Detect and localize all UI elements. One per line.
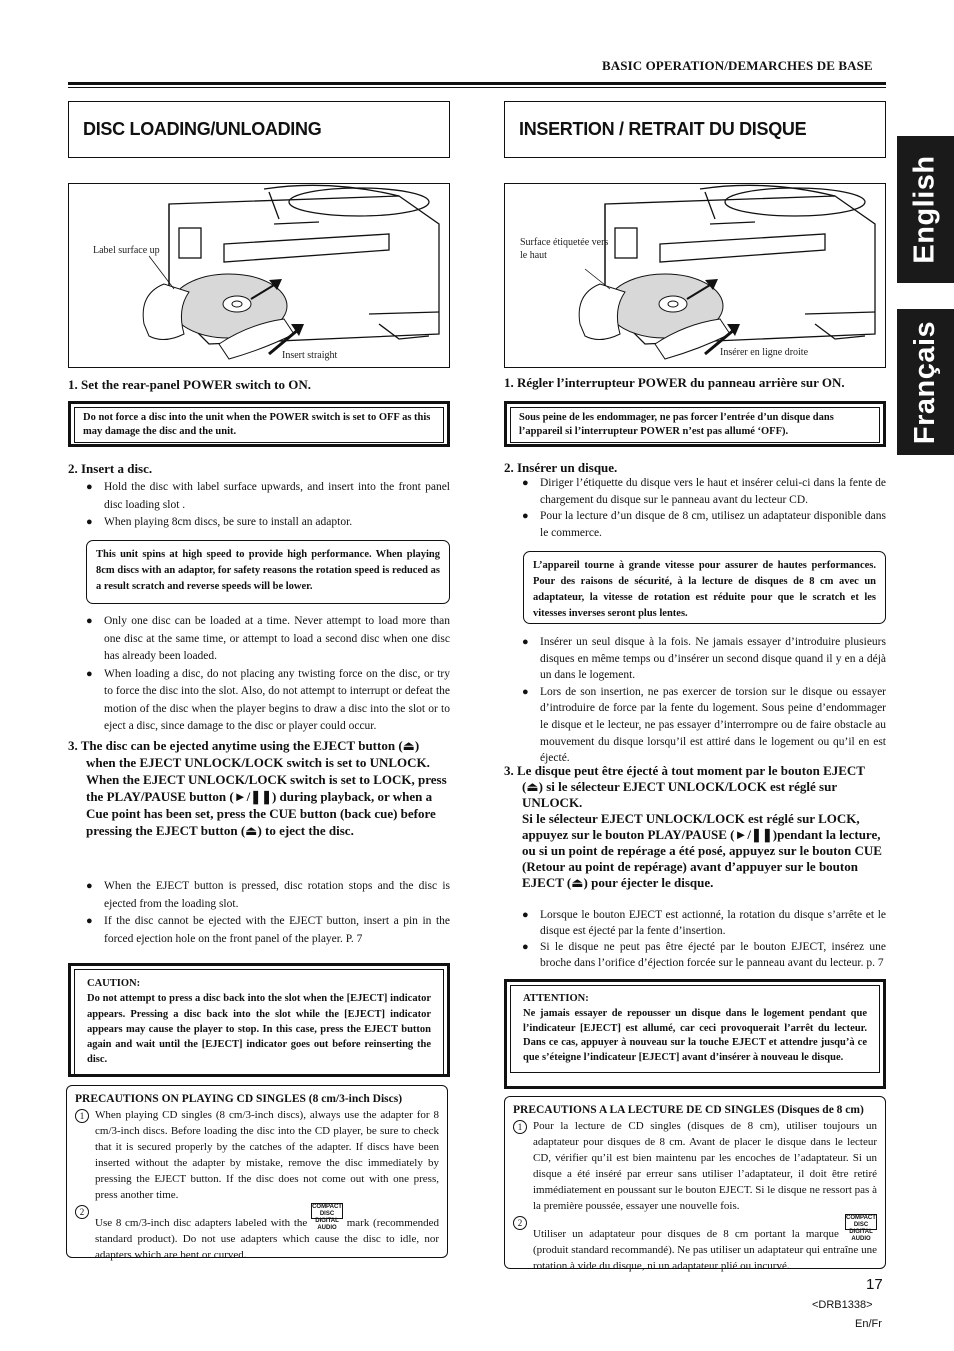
en-caution-body: Do not attempt to press a disc back into the slot when the [EJECT] indicator appears. Pressing a disc back into the slot while the [EJECT] indicator appears may cause the player to stop. In this case, press the EJECT button again and wait until the [EJECT] indicator goes out before reinserting the disc. <box>87 993 431 1066</box>
en-step-2: 2. Insert a disc. <box>68 461 153 476</box>
fr-fig-label-top: Surface étiquetée vers le haut <box>520 237 609 261</box>
fr-step-1: 1. Régler l’interrupteur POWER du panneau arrière sur ON. <box>504 375 845 390</box>
fr-step2-bullets <box>504 475 886 541</box>
disc-loading-illustration <box>505 184 886 368</box>
circle-number: 1 <box>513 1120 527 1134</box>
fr-prec-head: PRECAUTIONS A LA LECTURE DE CD SINGLES (Disques de 8 cm) <box>513 1104 864 1116</box>
header-rule <box>68 82 886 85</box>
list-item: ● When the EJECT button is pressed, disc rotation stops and the disc is ejected from the loading slot. <box>68 878 450 913</box>
list-item: ● Lorsque le bouton EJECT est actionné, la rotation du disque s’arrête et le disque est éjecté par la fente d’insertion. <box>504 907 886 939</box>
en-step3-a: 3. The disc can be ejected anytime using the EJECT button (⏏) when the EJECT UNLOCK/LOCK switch is set to UNLOCK. <box>68 738 430 770</box>
header-rule-thin <box>68 87 886 88</box>
section-header: BASIC OPERATION/DEMARCHES DE BASE <box>602 58 873 73</box>
en-warning-text: Do not force a disc into the unit when the POWER switch is set to OFF as this may damage the disc and the unit. <box>74 407 444 443</box>
circle-number: 2 <box>513 1216 527 1230</box>
tab-francais[interactable]: Français <box>897 309 954 455</box>
en-prec-head: PRECAUTIONS ON PLAYING CD SINGLES (8 cm/3-inch Discs) <box>75 1093 403 1105</box>
en-step3-b: When the EJECT UNLOCK/LOCK switch is set to LOCK, press the PLAY/PAUSE button (►/❚❚) during playback, or when a Cue point has been set, press the CUE button (back cue) before pressing the EJECT button (⏏) to eject the disc. <box>86 772 447 838</box>
fr-step2b-bullets <box>504 634 886 767</box>
fr-step3-bullets <box>504 907 886 971</box>
list-item: 2 Utiliser un adaptateur pour disques de 8 cm portant la marque COMPACT DISC DIGITAL AUDIO (produit standard recommandé). Ne pas utiliser un adaptateur qui entraîne une rotation à vide du disque, ni un adaptateur plié ou incurvé. <box>513 1214 877 1274</box>
en-caution-head: CAUTION: <box>87 978 141 989</box>
compact-disc-logo-icon: COMPACT DISC DIGITAL AUDIO <box>312 1204 342 1231</box>
list-item: 1 When playing CD singles (8 cm/3-inch discs), always use the adapter for 8 cm/3-inch discs. Before loading the disc into the CD player, be sure to check that it is secured properly by the catches of the adapter. If discs have been inserted without the adapter by mistake, remove the disc immediately by pressing the EJECT button. If the disc does not come out with one press, press another time. <box>75 1107 439 1203</box>
en-step-3 <box>68 737 450 839</box>
fr-caution-box <box>504 979 886 1089</box>
fr-warning-text: Sous peine de les endommager, ne pas forcer l’entrée d’un disque dans l’appareil si l’interrupteur POWER n’est pas allumé ‘OFF). <box>510 407 880 443</box>
fr-precautions-box <box>504 1096 886 1272</box>
fr-caution-body: Ne jamais essayer de repousser un disque dans le logement pendant que l’indicateur [EJECT] est allumé, car ceci provoquerait l’arrêt du lecteur. Dans ce cas, appuyer à nouveau sur la touche EJECT et attendre jusqu’à ce que s’éteigne l’indicateur [EJECT] avant d’insérer à nouveau le disque. <box>523 1007 867 1064</box>
list-item: ● When playing 8cm discs, be sure to install an adaptor. <box>68 514 450 532</box>
fr-warning-box <box>504 401 886 447</box>
list-item: 1 Pour la lecture de CD singles (disques de 8 cm), utiliser toujours un adaptateur pour disques de 8 cm. Avant de placer le disque dans le lecteur CD, vérifier qu’il est bien maintenu par les encoches de l’adaptateur. Si un disque a été inséré par erreur sans utiliser l’adaptateur, il doit être retiré immédiatement en poussant sur le bouton EJECT. Si le disque ne ressort pas à la première poussée, essayer une nouvelle fois. <box>513 1118 877 1214</box>
en-caution-box <box>68 963 450 1077</box>
document-code: <DRB1338> <box>812 1299 873 1311</box>
compact-disc-logo-icon: COMPACT DISC DIGITAL AUDIO <box>846 1215 876 1242</box>
fr-step-3 <box>504 763 886 891</box>
page-number: 17 <box>866 1276 883 1293</box>
en-step2b-bullets <box>68 613 450 736</box>
tab-english[interactable]: English <box>897 136 954 283</box>
list-item: ● Insérer un seul disque à la fois. Ne jamais essayer d’introduire plusieurs disques en même temps ou d’insérer un second disque quand il y en a déjà un dans le logement. <box>504 634 886 684</box>
list-item: ● Pour la lecture d’un disque de 8 cm, utilisez un adaptateur disponible dans le commerce. <box>504 508 886 541</box>
en-fig-label-top: Label surface up <box>93 245 160 256</box>
list-item: ● Si le disque ne peut pas être éjecté par le bouton EJECT, insérez une broche dans l’orifice d’éjection forcée sur le panneau avant du lecteur. p. 7 <box>504 939 886 971</box>
list-item: ● Only one disc can be loaded at a time. Never attempt to load more than one disc at the same time, or attempt to load a second disc when one disc has already been loaded. <box>68 613 450 666</box>
en-precautions-box <box>66 1085 448 1261</box>
fr-caution-head: ATTENTION: <box>523 993 589 1004</box>
language-code: En/Fr <box>855 1318 882 1330</box>
list-item: ● If the disc cannot be ejected with the EJECT button, insert a pin in the forced ejection hole on the front panel of the player. P. 7 <box>68 913 450 948</box>
list-item: ● Hold the disc with label surface upwards, and insert into the front panel disc loading slot . <box>68 479 450 514</box>
en-step3-bullets <box>68 878 450 948</box>
list-item: ● Lors de son insertion, ne pas exercer de torsion sur le disque ou essayer d’introduire de force par la fente du logement. Sous peine d’endommager le disque et le lecteur, ne pas essayer d’interrompre ou de faire obstacle au mouvement du disque lorsqu’il est attiré dans le logement ou qu’il en est éjecté. <box>504 684 886 767</box>
circle-number: 2 <box>75 1205 89 1219</box>
circle-number: 1 <box>75 1109 89 1123</box>
en-title: DISC LOADING/UNLOADING <box>83 119 322 139</box>
en-warning-box <box>68 401 450 447</box>
en-speed-note: This unit spins at high speed to provide high performance. When playing 8cm discs with an adaptor, for safety reasons the rotation speed is reduced as a result scratch and reverse speeds will be lower. <box>86 540 450 604</box>
fr-title-box <box>504 101 886 158</box>
en-title-box <box>68 101 450 158</box>
fr-title: INSERTION / RETRAIT DU DISQUE <box>519 119 807 139</box>
list-item: 2 Use 8 cm/3-inch disc adapters labeled with the COMPACT DISC DIGITAL AUDIO mark (recommended standard product). Do not use adapters which cause the disc to idle, nor adapters which are bent or curved. <box>75 1203 439 1263</box>
en-fig-label-bottom: Insert straight <box>282 350 338 361</box>
en-step-1: 1. Set the rear-panel POWER switch to ON. <box>68 377 312 392</box>
fr-step3-a: 3. Le disque peut être éjecté à tout moment par le bouton EJECT (⏏) si le sélecteur EJECT UNLOCK/LOCK est réglé sur UNLOCK. <box>504 763 865 810</box>
fr-step3-b: Si le sélecteur EJECT UNLOCK/LOCK est réglé sur LOCK, appuyez sur le bouton PLAY/PAUSE (►/❚❚)pendant la lecture, ou si un point de repérage a été posé, appuyez sur le bouton CUE (Retour au point de repérage) avant d’appuyer sur le bouton EJECT (⏏) pour éjecter le disque. <box>522 811 882 890</box>
fr-speed-note: L’appareil tourne à grande vitesse pour assurer de hautes performances. Pour des raisons de sécurité, à la lecture de disques de 8 cm avec un adaptateur, la vitesse de rotation est réduite pour que le scratch et les vitesses inverses seront plus lentes. <box>523 551 886 624</box>
fr-fig-label-bottom: Insérer en ligne droite <box>720 347 809 358</box>
disc-loading-illustration <box>69 184 450 368</box>
en-figure <box>68 183 450 368</box>
list-item: ● When loading a disc, do not placing any twisting force on the disc, or try to force the disc into the slot. Also, do not attempt to interrupt or defeat the motion of the disc when the player begins to draw a disc into the slot or to eject a disc, since damage to the disc or player could occur. <box>68 666 450 736</box>
fr-step-2: 2. Insérer un disque. <box>504 460 618 475</box>
en-step2-bullets <box>68 479 450 532</box>
fr-figure <box>504 183 886 368</box>
list-item: ● Diriger l’étiquette du disque vers le haut et insérer celui-ci dans la fente de chargement du disque sur le panneau avant du lecteur CD. <box>504 475 886 508</box>
